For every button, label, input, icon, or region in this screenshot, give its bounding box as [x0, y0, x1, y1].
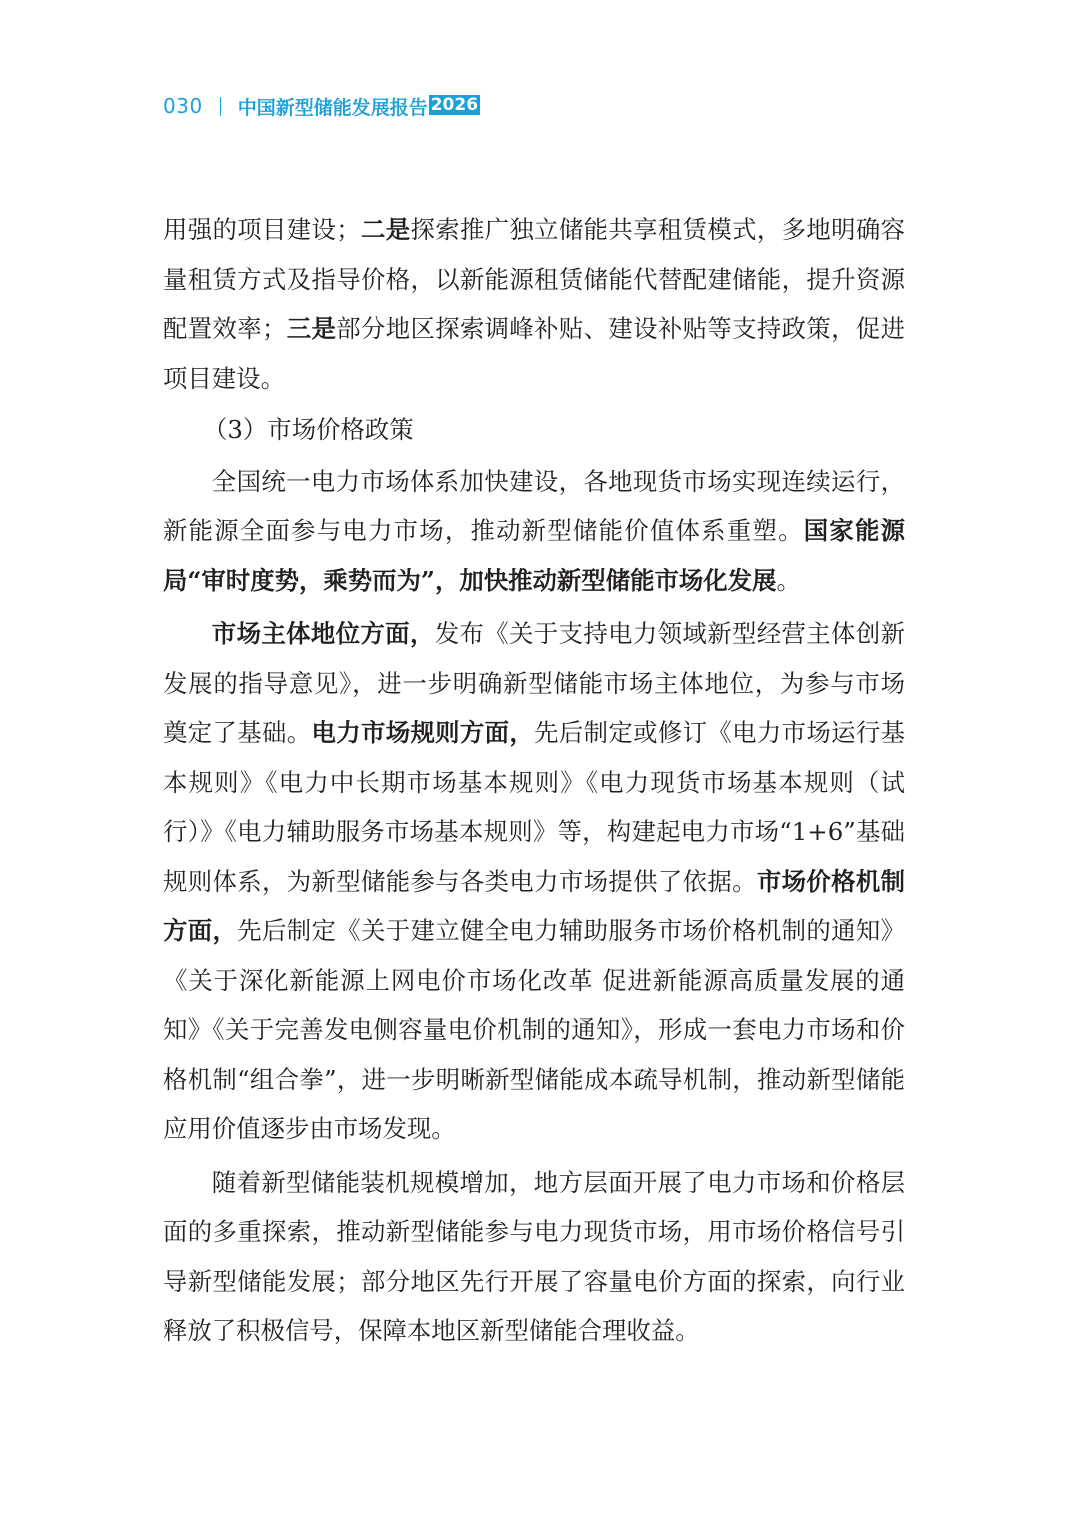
- paragraph-text: 探索推广独立储能共享租赁模式，多地明确容量租赁方式及指导价格，以新能源租赁储能代替配建储能，提升资源配置效率；: [163, 215, 905, 343]
- report-title: 中国新型储能发展报告: [237, 96, 428, 119]
- bold-lead: 市场主体地位方面，: [211, 619, 435, 648]
- paragraph-text: 用强的项目建设；: [163, 215, 361, 244]
- paragraph-text: 发布《关于支持电力领域新型经营主体创新发展的指导意见》，进一步明确新型储能市场主体地位，为参与市场奠定了基础。: [163, 619, 905, 747]
- paragraph-text: 随着新型储能装机规模增加，地方层面开展了电力市场和价格层面的多重探索，推动新型储能参与电力现货市场，用市场价格信号引导新型储能发展；部分地区先行开展了容量电价方面的探索，向行业释放了积极信号，保障本地区新型储能合理收益。: [163, 1167, 905, 1345]
- paragraph-policy-aspects: [163, 609, 905, 1154]
- paragraph-text: 。: [776, 565, 801, 595]
- page-number: 030: [163, 94, 203, 118]
- bold-lead: 三是: [286, 314, 337, 343]
- paragraph-market-system: [163, 457, 905, 606]
- header-divider: [220, 97, 221, 116]
- section-subheading: （3）市场价格政策: [203, 415, 414, 444]
- paragraph-text: 部分地区探索调峰补贴、建设补贴等支持政策，促进项目建设。: [163, 314, 905, 393]
- year-badge: 2026: [430, 95, 479, 115]
- paragraph-local-exploration: [163, 1158, 905, 1356]
- running-header: [163, 90, 480, 122]
- paragraph-continuation: [163, 205, 905, 403]
- paragraph-text: 全国统一电力市场体系加快建设，各地现货市场实现连续运行，新能源全面参与电力市场，推动新型储能价值体系重塑。: [163, 466, 905, 545]
- body-text: [163, 205, 905, 1356]
- paragraph-text: 先后制定或修订《电力市场运行基本规则》《电力中长期市场基本规则》《电力现货市场基本规则（试行）》《电力辅助服务市场基本规则》等，构建起电力市场“1+6”基础规则体系，为新型储能参与各类电力市场提供了依据。: [163, 718, 905, 896]
- bold-lead: 二是: [360, 215, 411, 244]
- bold-emphasis: 国家能源局“审时度势，乘势而为”，加快推动新型储能市场化发展: [163, 516, 905, 595]
- paragraph-text: 先后制定《关于建立健全电力辅助服务市场价格机制的通知》《关于深化新能源上网电价市场化改革 促进新能源高质量发展的通知》《关于完善发电侧容量电价机制的通知》，形成一套电力市场和价格机制“组合拳”，进一步明晰新型储能成本疏导机制，推动新型储能应用价值逐步由市场发现。: [163, 916, 905, 1143]
- bold-lead: 电力市场规则方面，: [311, 718, 535, 747]
- bold-lead: 市场价格机制方面，: [163, 866, 905, 945]
